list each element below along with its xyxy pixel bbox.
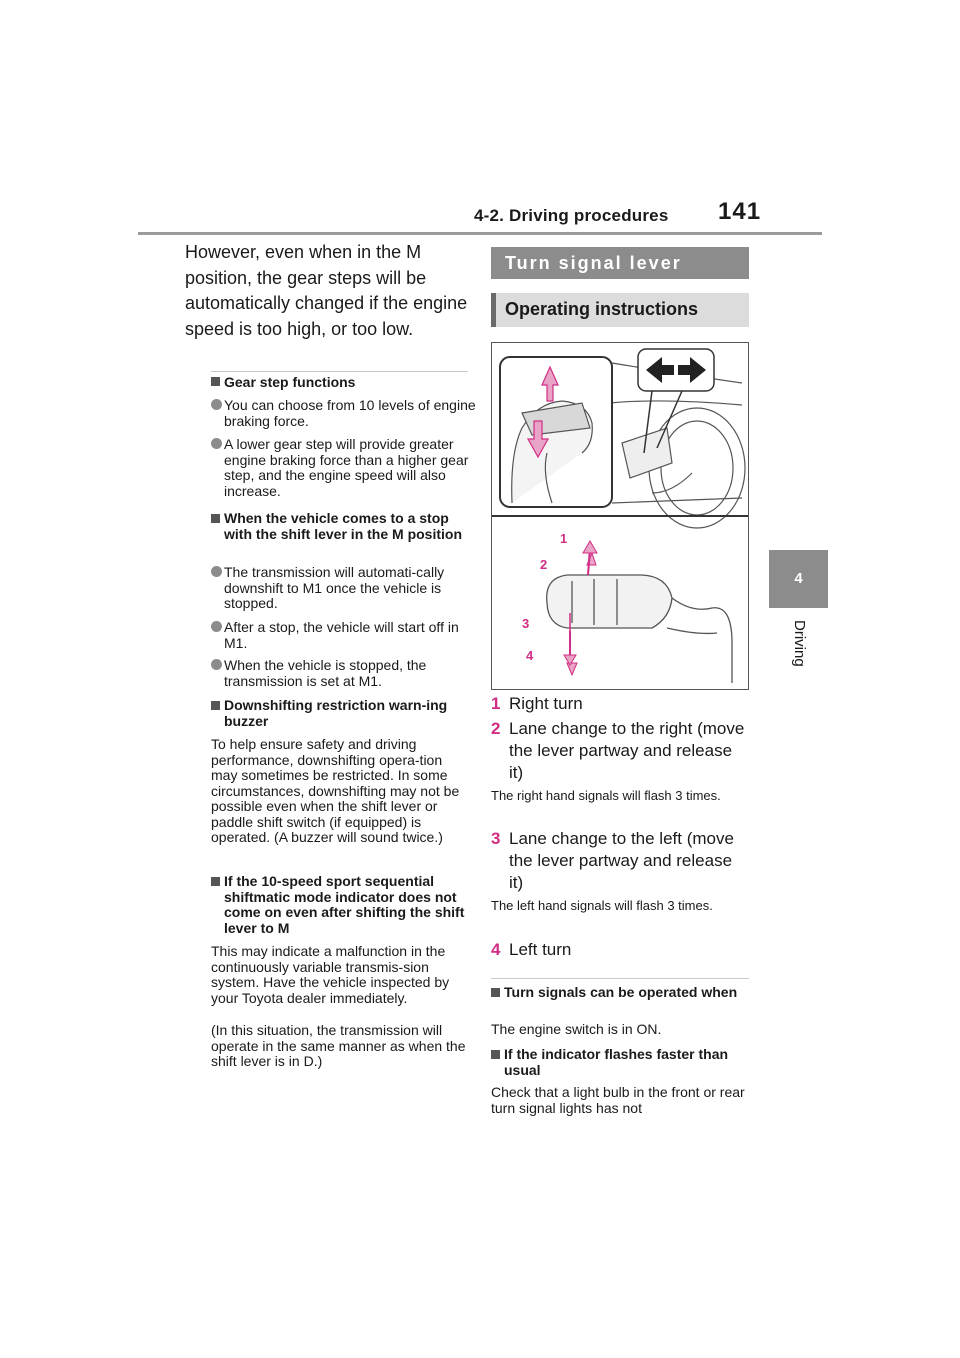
buzzer-heading: Downshifting restriction warn-ing buzzer (211, 698, 467, 729)
buzzer-text: To help ensure safety and driving performance, downshifting opera-tion may sometimes be restricted. In some circumstances, downshifting may not be possible even when the shift lever or paddle shift switch (if equipped) is operated. (A buzzer will sound twice.) (211, 736, 460, 845)
square-bullet-icon (211, 514, 220, 523)
left-divider (211, 371, 468, 372)
note-right: The right hand signals will flash 3 times. (491, 788, 721, 803)
chapter-label-text: Driving (791, 620, 808, 667)
circle-bullet-icon (211, 566, 222, 577)
right-divider (491, 978, 749, 979)
step-4: 4 Left turn (491, 940, 572, 959)
circle-bullet-icon (211, 399, 222, 410)
circle-bullet-icon (211, 438, 222, 449)
figure-label-4: 4 (526, 648, 534, 663)
list-item: A lower gear step will provide greater engine braking force than a higher gear step, and the engine speed will also increase. (211, 437, 476, 499)
section-title: 4-2. Driving procedures (474, 206, 669, 225)
note-left: The left hand signals will flash 3 times. (491, 898, 713, 913)
chapter-label (770, 620, 830, 680)
step-1-arrow-icon (583, 541, 597, 553)
chapter-tab: 4 (769, 550, 828, 608)
step-1: 1 Right turn (491, 694, 583, 713)
indicator-text: This may indicate a malfunction in the continuously variable transmis-sion system. Have the vehicle inspected by your Toyota dealer immediately. (211, 943, 450, 1006)
list-item: You can choose from 10 levels of engine braking force. (211, 398, 476, 429)
list-item: After a stop, the vehicle will start off in M1. (211, 620, 476, 651)
intro-paragraph: However, even when in the M position, the gear steps will be automatically changed if the engine speed is too high, or too low. (185, 242, 468, 339)
circle-bullet-icon (211, 621, 222, 632)
page-number: 141 (718, 198, 762, 225)
turn-signal-illustration (492, 343, 748, 689)
list-item: When the vehicle is stopped, the transmission is set at M1. (211, 658, 476, 689)
square-bullet-icon (211, 377, 220, 386)
step-3: 3 Lane change to the left (move the lever partway and release it) (491, 829, 734, 892)
square-bullet-icon (211, 701, 220, 710)
faster-heading: If the indicator flashes faster than usual (491, 1047, 749, 1078)
circle-bullet-icon (211, 659, 222, 670)
gear-step-heading: Gear step functions (211, 375, 471, 391)
operated-heading: Turn signals can be operated when (491, 985, 749, 1001)
indicator-heading: If the 10-speed sport sequential shiftmatic mode indicator does not come on even after shifting the shift lever to M (211, 874, 467, 936)
square-bullet-icon (211, 877, 220, 886)
subsection-band-title: Operating instructions (491, 293, 749, 327)
indicator-text-2: (In this situation, the transmission will operate in the same manner as when the shift lever is in D.) (211, 1022, 466, 1069)
figure-label-3: 3 (522, 616, 530, 631)
operated-text: The engine switch is in ON. (491, 1021, 662, 1037)
header-rule (138, 232, 822, 235)
square-bullet-icon (491, 1050, 500, 1059)
turn-signal-figure (491, 342, 749, 690)
stop-m-heading: When the vehicle comes to a stop with the shift lever in the M position (211, 511, 467, 542)
list-item: The transmission will automati-cally downshift to M1 once the vehicle is stopped. (211, 565, 476, 612)
figure-label-2: 2 (540, 557, 548, 572)
section-band-title: Turn signal lever (491, 247, 749, 279)
step-2: 2 Lane change to the right (move the lever partway and release it) (491, 719, 745, 782)
faster-text: Check that a light bulb in the front or rear turn signal lights has not (491, 1084, 745, 1116)
square-bullet-icon (491, 988, 500, 997)
figure-label-1: 1 (560, 531, 568, 546)
